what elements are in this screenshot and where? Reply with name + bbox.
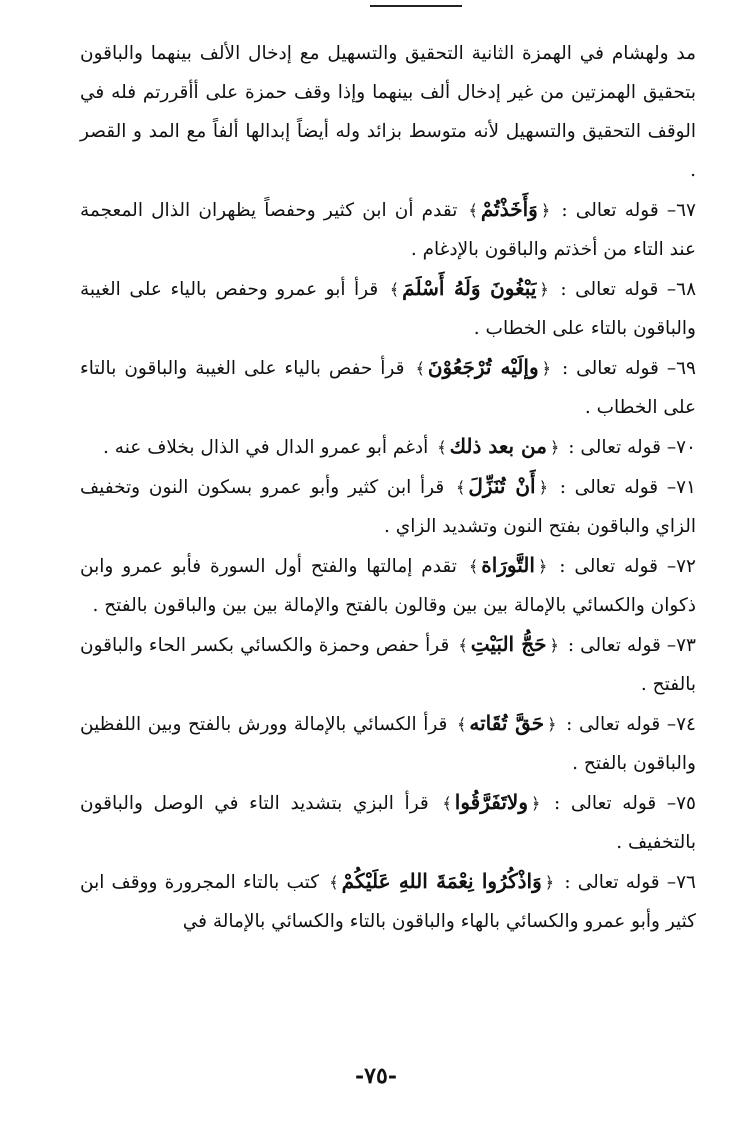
entry-text: قرأ البزي بتشديد التاء في الوصل والباقون بالتخفيف . <box>80 793 696 853</box>
entry-text: كتب بالتاء المجرورة ووقف ابن كثير وأبو عمرو والكسائي بالهاء والباقون بالتاء والكسائي بالإمالة في <box>80 872 696 932</box>
entry-lead: قوله تعالى : <box>560 279 659 300</box>
entry-٧٣ <box>80 625 696 704</box>
ornament-open-icon: ﴿ <box>531 794 541 813</box>
entry-٧١ <box>80 467 696 546</box>
quran-word: وإلَيْه تُرْجَعُوْنَ <box>427 355 539 379</box>
entry-٦٩ <box>80 348 696 427</box>
ornament-close-icon: ﴾ <box>389 280 400 299</box>
entry-٦٨ <box>80 269 696 348</box>
entry-text: قرأ حفص بالياء على الغيبة والباقون بالتاء على الخطاب . <box>80 358 696 418</box>
entry-dash: – <box>658 477 677 498</box>
ornament-close-icon: ﴾ <box>457 715 467 734</box>
entry-number: ٦٩ <box>676 358 696 379</box>
entry-dash: – <box>658 200 677 221</box>
entry-lead: قوله تعالى : <box>554 793 657 814</box>
entry-text: قرأ الكسائي بالإمالة وورش بالفتح وبين اللفظين والباقون بالفتح . <box>80 714 696 774</box>
entry-dash: – <box>659 872 677 893</box>
ornament-open-icon: ﴿ <box>537 557 548 576</box>
entry-text: قرأ حفص وحمزة والكسائي بكسر الحاء والباقون بالفتح . <box>80 635 696 695</box>
quran-word: من بعد ذلك <box>449 434 547 458</box>
entry-dash: – <box>656 793 677 814</box>
entry-lead: قوله تعالى : <box>564 872 660 893</box>
entry-number: ٧٠ <box>676 437 696 458</box>
entry-٧٠ <box>80 427 696 467</box>
entry-dash: – <box>660 437 677 458</box>
entry-text: تقدم أن ابن كثير وحفصاً يظهران الذال المعجمة عند التاء من أخذتم والباقون بالإدغام . <box>80 200 696 260</box>
ornament-close-icon: ﴾ <box>455 478 466 497</box>
entry-٧٥ <box>80 783 696 862</box>
entry-lead: قوله تعالى : <box>561 200 659 221</box>
ornament-open-icon: ﴿ <box>547 715 557 734</box>
entry-text: تقدم إمالتها والفتح أول السورة فأبو عمرو وابن ذكوان والكسائي بالإمالة بين بين وقالون بالفتح والإمالة بين بين والباقون بالفتح . <box>80 556 696 616</box>
ornament-open-icon: ﴿ <box>538 478 548 497</box>
entry-dash: – <box>660 714 677 735</box>
ornament-close-icon: ﴾ <box>329 873 339 892</box>
ornament-open-icon: ﴿ <box>550 438 560 457</box>
entry-number: ٧١ <box>676 477 696 498</box>
entry-number: ٦٨ <box>676 279 697 300</box>
quran-word: التَّورَاة <box>481 553 535 577</box>
quran-word: وَأَخَذْتُمْ <box>480 197 538 221</box>
entry-٦٧ <box>80 190 696 269</box>
ornament-close-icon: ﴾ <box>468 557 479 576</box>
entry-number: ٧٣ <box>676 635 696 656</box>
entry-number: ٧٢ <box>676 556 696 577</box>
entry-lead: قوله تعالى : <box>566 714 661 735</box>
entry-number: ٧٦ <box>676 872 696 893</box>
entry-number: ٧٤ <box>676 714 696 735</box>
ornament-close-icon: ﴾ <box>415 359 425 378</box>
entry-text: قرأ ابن كثير وأبو عمرو بسكون النون وتخفيف الزاي والباقون بفتح النون وتشديد الزاي . <box>80 477 696 537</box>
entry-dash: – <box>658 279 677 300</box>
ornament-open-icon: ﴿ <box>549 636 559 655</box>
intro-paragraph: مد ولهشام في الهمزة الثانية التحقيق والتسهيل مع إدخال الألف بينهما والباقون بتحقيق الهمزتين من غير إدخال ألف بينهما وإذا وقف حمزة على أأقررتم فله في الوقف التحقيق والتسهيل لأنه متوسط بزائد وله أيضاً إبدالها ألفاً مع المد و القصر . <box>80 43 696 181</box>
entry-٧٤ <box>80 704 696 783</box>
entry-dash: – <box>657 556 677 577</box>
top-rule <box>370 5 462 7</box>
page-number: -٧٥- <box>355 1063 397 1089</box>
entry-dash: – <box>658 358 677 379</box>
entry-٧٦ <box>80 862 696 941</box>
ornament-open-icon: ﴿ <box>540 201 551 220</box>
quran-word: يَبْغُونَ وَلَهُ أَسْلَمَ <box>402 276 537 300</box>
entry-٧٢ <box>80 546 696 625</box>
ornament-close-icon: ﴾ <box>442 794 452 813</box>
entry-number: ٦٧ <box>676 200 696 221</box>
quran-word: حَجُّ البَيْتِ <box>470 632 547 656</box>
entry-lead: قوله تعالى : <box>559 556 658 577</box>
entry-lead: قوله تعالى : <box>561 358 659 379</box>
entry-lead: قوله تعالى : <box>559 477 659 498</box>
ornament-open-icon: ﴿ <box>539 280 549 299</box>
quran-word: ولاتَفَرَّقُوا <box>454 790 528 814</box>
entry-lead: قوله تعالى : <box>567 635 661 656</box>
ornament-close-icon: ﴾ <box>458 636 468 655</box>
quran-word: وَاذْكُرُوا نِعْمَةَ اللهِ عَلَيْكُمْ <box>341 869 542 893</box>
entries-list <box>80 190 696 941</box>
entry-lead: قوله تعالى : <box>568 437 661 458</box>
quran-word: أَنْ تُنَزِّلَ <box>468 474 536 498</box>
ornament-open-icon: ﴿ <box>544 873 555 892</box>
ornament-close-icon: ﴾ <box>437 438 447 457</box>
entry-text: أدغم أبو عمرو الدال في الذال بخلاف عنه . <box>103 437 429 458</box>
quran-word: حَقَّ تُقَاته <box>469 711 545 735</box>
entry-number: ٧٥ <box>676 793 696 814</box>
page-body <box>80 34 696 941</box>
entry-dash: – <box>660 635 677 656</box>
ornament-close-icon: ﴾ <box>468 201 478 220</box>
entry-text: قرأ أبو عمرو وحفص بالياء على الغيبة والباقون بالتاء على الخطاب . <box>80 279 696 339</box>
ornament-open-icon: ﴿ <box>541 359 551 378</box>
